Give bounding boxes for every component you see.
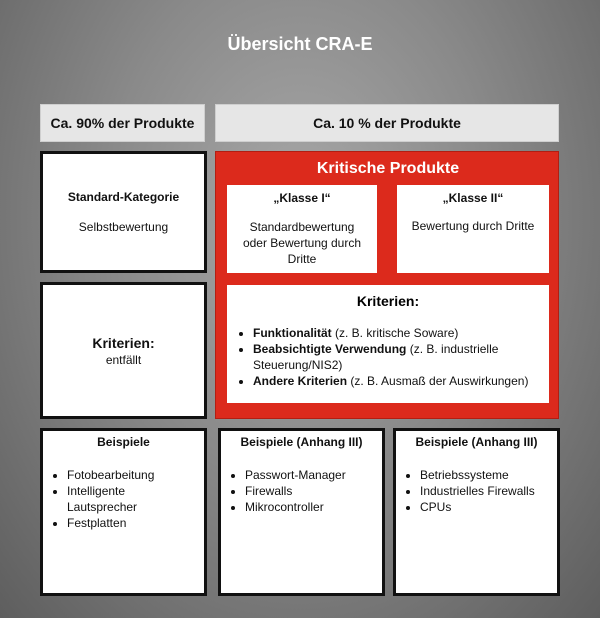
header-90-percent-label: Ca. 90% der Produkte <box>50 115 195 131</box>
examples-standard-box <box>40 428 207 596</box>
class-2-box <box>397 185 549 273</box>
criteria-item <box>253 341 541 373</box>
example-item: • Intelligente Lautsprecher <box>67 483 198 515</box>
class-1-line: oder Bewertung durch <box>242 236 362 250</box>
class-1-text <box>243 219 361 267</box>
examples-class-2-box <box>393 428 560 596</box>
criteria-item-rest: (z. B. Ausmaß der Auswirkungen) <box>347 374 529 388</box>
criteria-critical-list <box>235 325 541 389</box>
example-item: • Passwort-Manager <box>245 467 376 483</box>
examples-list <box>402 467 551 515</box>
criteria-left-text: entfällt <box>105 352 142 367</box>
criteria-left-heading: Kriterien: <box>92 334 155 351</box>
class-2-text: Bewertung durch Dritte <box>411 219 535 233</box>
header-10-percent <box>215 104 559 142</box>
class-1-box <box>227 185 377 273</box>
criteria-item <box>253 325 541 341</box>
examples-heading: Beispiele (Anhang III) <box>415 435 538 449</box>
criteria-critical-box <box>227 285 549 403</box>
criteria-item-bold: Beabsichtigte Verwendung <box>253 342 407 356</box>
class-1-heading: „Klasse I“ <box>273 191 331 205</box>
example-item: • Betriebssysteme <box>420 467 551 483</box>
examples-list <box>49 467 198 531</box>
example-item: • Firewalls <box>245 483 376 499</box>
criteria-item-rest: (z. B. industrielle Steuerung/NIS2) <box>253 342 499 372</box>
criteria-item-rest: (z. B. kritische Soware) <box>331 326 459 340</box>
examples-heading: Beispiele (Anhang III) <box>240 435 363 449</box>
standard-category-box <box>40 151 207 273</box>
example-item: • Industrielles Firewalls <box>420 483 551 499</box>
class-2-heading: „Klasse II“ <box>442 191 504 205</box>
standard-category-text: Selbstbewertung <box>78 220 169 234</box>
example-item: • Festplatten <box>67 515 198 531</box>
example-item: • Mikrocontroller <box>245 499 376 515</box>
class-1-line: Dritte <box>287 252 317 266</box>
criteria-item-bold: Andere Kriterien <box>253 374 348 388</box>
criteria-item <box>253 373 541 389</box>
header-10-percent-label: Ca. 10 % der Produkte <box>313 115 461 131</box>
criteria-item-bold: Funktionalität <box>253 326 332 340</box>
standard-category-heading: Standard-Kategorie <box>67 190 180 204</box>
criteria-left-box <box>40 282 207 419</box>
diagram-title: Übersicht CRA-E <box>227 34 373 54</box>
class-1-line: Standardbewertung <box>249 220 355 234</box>
example-item: • CPUs <box>420 499 551 515</box>
examples-list <box>227 467 376 515</box>
examples-heading: Beispiele <box>97 435 150 449</box>
criteria-critical-heading: Kriterien: <box>356 293 420 309</box>
example-item: • Fotobearbeitung <box>67 467 198 483</box>
examples-class-1-box <box>218 428 385 596</box>
critical-products-title: Kritische Produkte <box>316 160 460 177</box>
critical-products-panel <box>215 151 559 419</box>
header-90-percent <box>40 104 205 142</box>
